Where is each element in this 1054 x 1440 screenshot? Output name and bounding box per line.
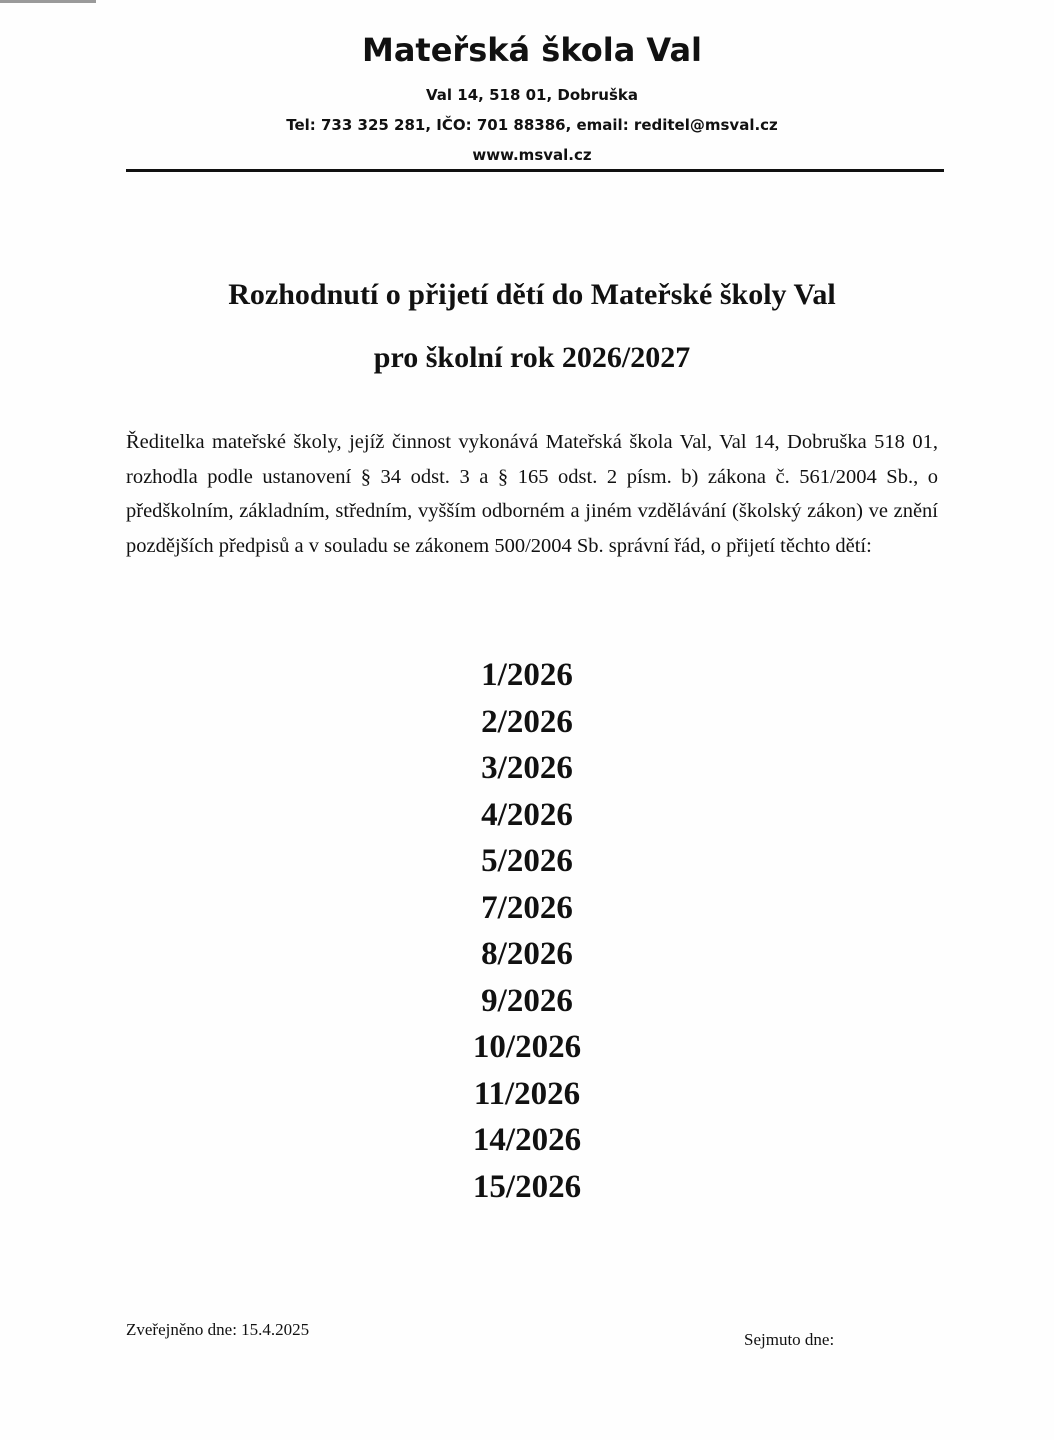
list-item: 14/2026 bbox=[472, 1122, 582, 1158]
list-item: 1/2026 bbox=[481, 657, 573, 693]
accepted-children-list bbox=[0, 652, 1054, 1210]
list-item: 8/2026 bbox=[481, 936, 573, 972]
list-item: 4/2026 bbox=[481, 796, 573, 833]
school-name: Mateřská škola Val bbox=[361, 31, 702, 69]
school-contacts: Tel: 733 325 281, IČO: 701 88386, email: reditel@msval.cz bbox=[286, 116, 778, 134]
list-item: 7/2026 bbox=[481, 889, 573, 926]
scan-edge-mark bbox=[0, 0, 96, 3]
list-item: 11/2026 bbox=[473, 1075, 581, 1112]
list-item: 3/2026 bbox=[481, 750, 573, 786]
removed-date: Sejmuto dne: bbox=[744, 1330, 835, 1349]
list-item: 5/2026 bbox=[481, 843, 573, 879]
decision-paragraph: Ředitelka mateřské školy, jejíž činnost vykonává Mateřská škola Val, Val 14, Dobruška 518 01, rozhodla podle ustanovení § 34 odst. 3 a § 165 odst. 2 písm. b) zákona č. 561/2004 Sb., o předškolním, základním, středním, vyšším odborném a jiném vzdělávání (školský zákon) ve znění pozdějších předpisů a v souladu se zákonem 500/2004 Sb. správní řád, o přijetí těchto dětí: bbox=[126, 431, 938, 557]
list-item: 2/2026 bbox=[481, 703, 573, 740]
document-title: Rozhodnutí o přijetí dětí do Mateřské školy Val bbox=[228, 278, 836, 311]
list-item: 10/2026 bbox=[472, 1029, 582, 1065]
list-item: 9/2026 bbox=[481, 982, 573, 1019]
list-item: 15/2026 bbox=[472, 1168, 582, 1205]
school-address: Val 14, 518 01, Dobruška bbox=[426, 86, 638, 104]
published-date: Zveřejněno dne: 15.4.2025 bbox=[126, 1320, 310, 1339]
document-subtitle: pro školní rok 2026/2027 bbox=[373, 341, 691, 374]
school-website: www.msval.cz bbox=[472, 146, 592, 164]
letterhead-divider bbox=[126, 169, 944, 172]
